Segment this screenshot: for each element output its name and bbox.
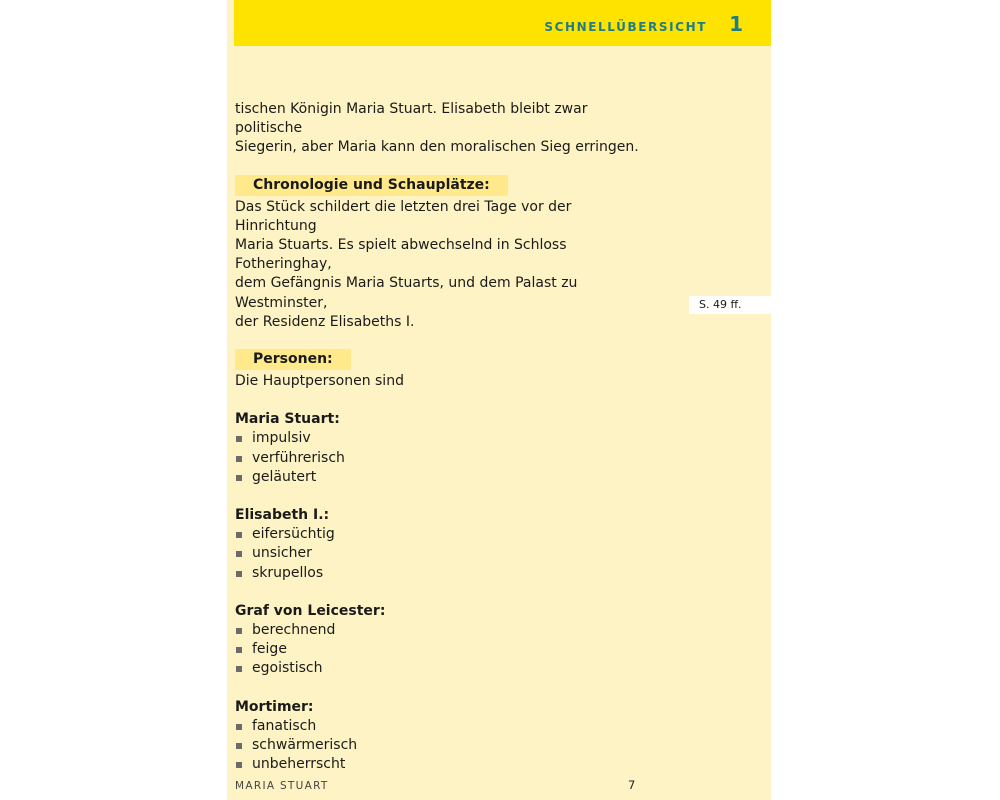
trait-text: fanatisch <box>252 717 317 734</box>
trait-text: verführerisch <box>252 449 345 466</box>
trait-text: eifersüchtig <box>252 526 335 543</box>
square-bullet-icon <box>236 743 242 749</box>
list-item <box>235 525 645 544</box>
list-item <box>235 449 645 468</box>
list-item <box>235 544 645 563</box>
list-item <box>235 429 645 448</box>
square-bullet-icon <box>236 475 242 481</box>
list-item <box>235 736 645 755</box>
trait-text: schwärmerisch <box>252 737 358 754</box>
trait-list <box>235 717 645 775</box>
square-bullet-icon <box>236 724 242 730</box>
book-page <box>227 0 771 800</box>
trait-text: egoistisch <box>252 660 323 677</box>
trait-text: feige <box>252 641 287 658</box>
margin-page-reference: S. 49 ff. <box>689 296 771 314</box>
persons-intro: Die Hauptpersonen sind <box>235 373 404 390</box>
intro-line: Siegerin, aber Maria kann den moralischen Sieg erringen. <box>235 139 639 156</box>
list-item <box>235 621 645 640</box>
chronology-line: dem Gefängnis Maria Stuarts, und dem Palast zu Westminster, <box>235 275 578 311</box>
persons-heading: Personen: <box>235 349 351 370</box>
list-item <box>235 640 645 659</box>
list-item <box>235 564 645 583</box>
trait-text: geläutert <box>252 468 317 485</box>
square-bullet-icon <box>236 551 242 557</box>
trait-text: berechnend <box>252 622 336 639</box>
square-bullet-icon <box>236 647 242 653</box>
person-name: Maria Stuart: <box>235 411 340 428</box>
footer-page-number: 7 <box>628 778 636 792</box>
chronology-heading: Chronologie und Schauplätze: <box>235 175 508 196</box>
list-item <box>235 755 645 774</box>
square-bullet-icon <box>236 762 242 768</box>
person-name: Graf von Leicester: <box>235 602 386 619</box>
intro-line: tischen Königin Maria Stuart. Elisabeth bleibt zwar politische <box>235 101 588 137</box>
square-bullet-icon <box>236 666 242 672</box>
chronology-line: der Residenz Elisabeths I. <box>235 313 415 330</box>
trait-text: unbeherrscht <box>252 756 346 773</box>
square-bullet-icon <box>236 532 242 538</box>
square-bullet-icon <box>236 571 242 577</box>
square-bullet-icon <box>236 628 242 634</box>
page-content <box>235 100 645 774</box>
section-label: SCHNELLÜBERSICHT <box>544 20 707 34</box>
list-item <box>235 468 645 487</box>
chronology-line: Maria Stuarts. Es spielt abwechselnd in Schloss Fotheringhay, <box>235 237 567 273</box>
person-name: Mortimer: <box>235 698 314 715</box>
trait-text: unsicher <box>252 545 312 562</box>
list-item <box>235 659 645 678</box>
trait-list <box>235 525 645 583</box>
list-item <box>235 717 645 736</box>
square-bullet-icon <box>236 456 242 462</box>
trait-list <box>235 429 645 487</box>
trait-text: impulsiv <box>252 430 311 447</box>
trait-list <box>235 621 645 679</box>
footer-book-title: MARIA STUART <box>235 780 329 792</box>
person-name: Elisabeth I.: <box>235 507 330 524</box>
chapter-number: 1 <box>729 12 743 36</box>
chronology-line: Das Stück schildert die letzten drei Tage vor der Hinrichtung <box>235 198 572 234</box>
square-bullet-icon <box>236 436 242 442</box>
chapter-header-bar <box>234 0 771 46</box>
trait-text: skrupellos <box>252 564 324 581</box>
